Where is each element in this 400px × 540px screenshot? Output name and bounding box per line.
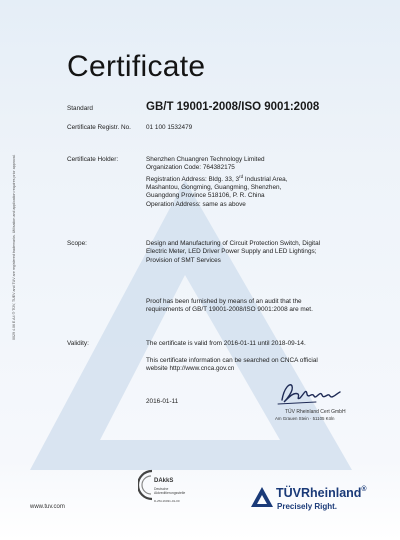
cnca-line: This certificate information can be searched on CNCA official: [146, 357, 318, 364]
registration-label: Certificate Registr. No.: [67, 124, 131, 131]
scope-line: Electric Meter, LED Driver Power Supply and LED Lightings;: [146, 248, 317, 256]
holder-line: Guangdong Province 518106, P. R. China: [146, 192, 265, 200]
holder-label: Certificate Holder:: [67, 156, 119, 163]
scope-label: Scope:: [67, 240, 87, 247]
holder-name: Shenzhen Chuangren Technology Limited: [146, 156, 265, 163]
cnca-line: website http://www.cnca.gov.cn: [146, 365, 235, 373]
proof-line: requirements of GB/T 19001-2008/ISO 9001:2008 are met.: [146, 306, 313, 314]
holder-line: Mashantou, Gongming, Guangming, Shenzhen,: [146, 184, 282, 192]
cnca-info: [146, 357, 318, 374]
tuv-brand-text: TÜVRheinland: [276, 486, 362, 500]
standard-label: Standard: [67, 105, 93, 112]
validity-text: The certificate is valid from 2016-01-11 until 2018-09-14.: [146, 340, 306, 347]
tuv-triangle-logo-icon: [250, 486, 274, 508]
scope-line: Provision of SMT Services: [146, 256, 221, 264]
proof-block: [146, 298, 313, 315]
registration-value: 01 100 1532479: [146, 124, 193, 131]
holder-line: Organization Code: 764382175: [146, 164, 235, 172]
registered-mark: ®: [361, 486, 367, 493]
dakks-accreditation: [138, 468, 198, 508]
issuer-company: TÜV Rheinland Cert GmbH: [285, 409, 346, 415]
dakks-subtitle: Deutsche Akkreditierungsstelle: [154, 487, 186, 495]
tuv-tagline: Precisely Right.: [277, 502, 338, 511]
dakks-logo-icon: [138, 468, 154, 502]
proof-line: Proof has been furnished by means of an audit that the: [146, 298, 302, 305]
holder-line: Operation Address: same as above: [146, 200, 246, 208]
validity-label: Validity:: [67, 340, 89, 347]
holder-line: Registration Address: Bldg. 33, 3rd Industrial Area,: [146, 173, 288, 183]
signature-graphic: [276, 380, 346, 408]
certificate-title: Certificate: [67, 50, 206, 83]
dakks-name: DAkkS: [154, 478, 174, 484]
standard-value: GB/T 19001-2008/ISO 9001:2008: [146, 101, 320, 113]
issuer-address: Am Grauen Stein · 51105 Köln: [275, 416, 335, 421]
website-text: www.tuv.com: [30, 504, 65, 510]
tuv-brand-name: [276, 486, 367, 500]
scope-block: [146, 240, 320, 265]
scope-line: Design and Manufacturing of Circuit Protection Switch, Digital: [146, 240, 321, 247]
trademark-notice: 0029 4.06 E A4 ® TÜV, TUEV and TUV are registered trademarks. Utilisation and application requires prior approval.: [12, 154, 16, 340]
dakks-code: D-ZM-16031-01-00: [154, 499, 180, 503]
issue-date: 2016-01-11: [146, 398, 179, 405]
holder-block: [146, 156, 288, 209]
